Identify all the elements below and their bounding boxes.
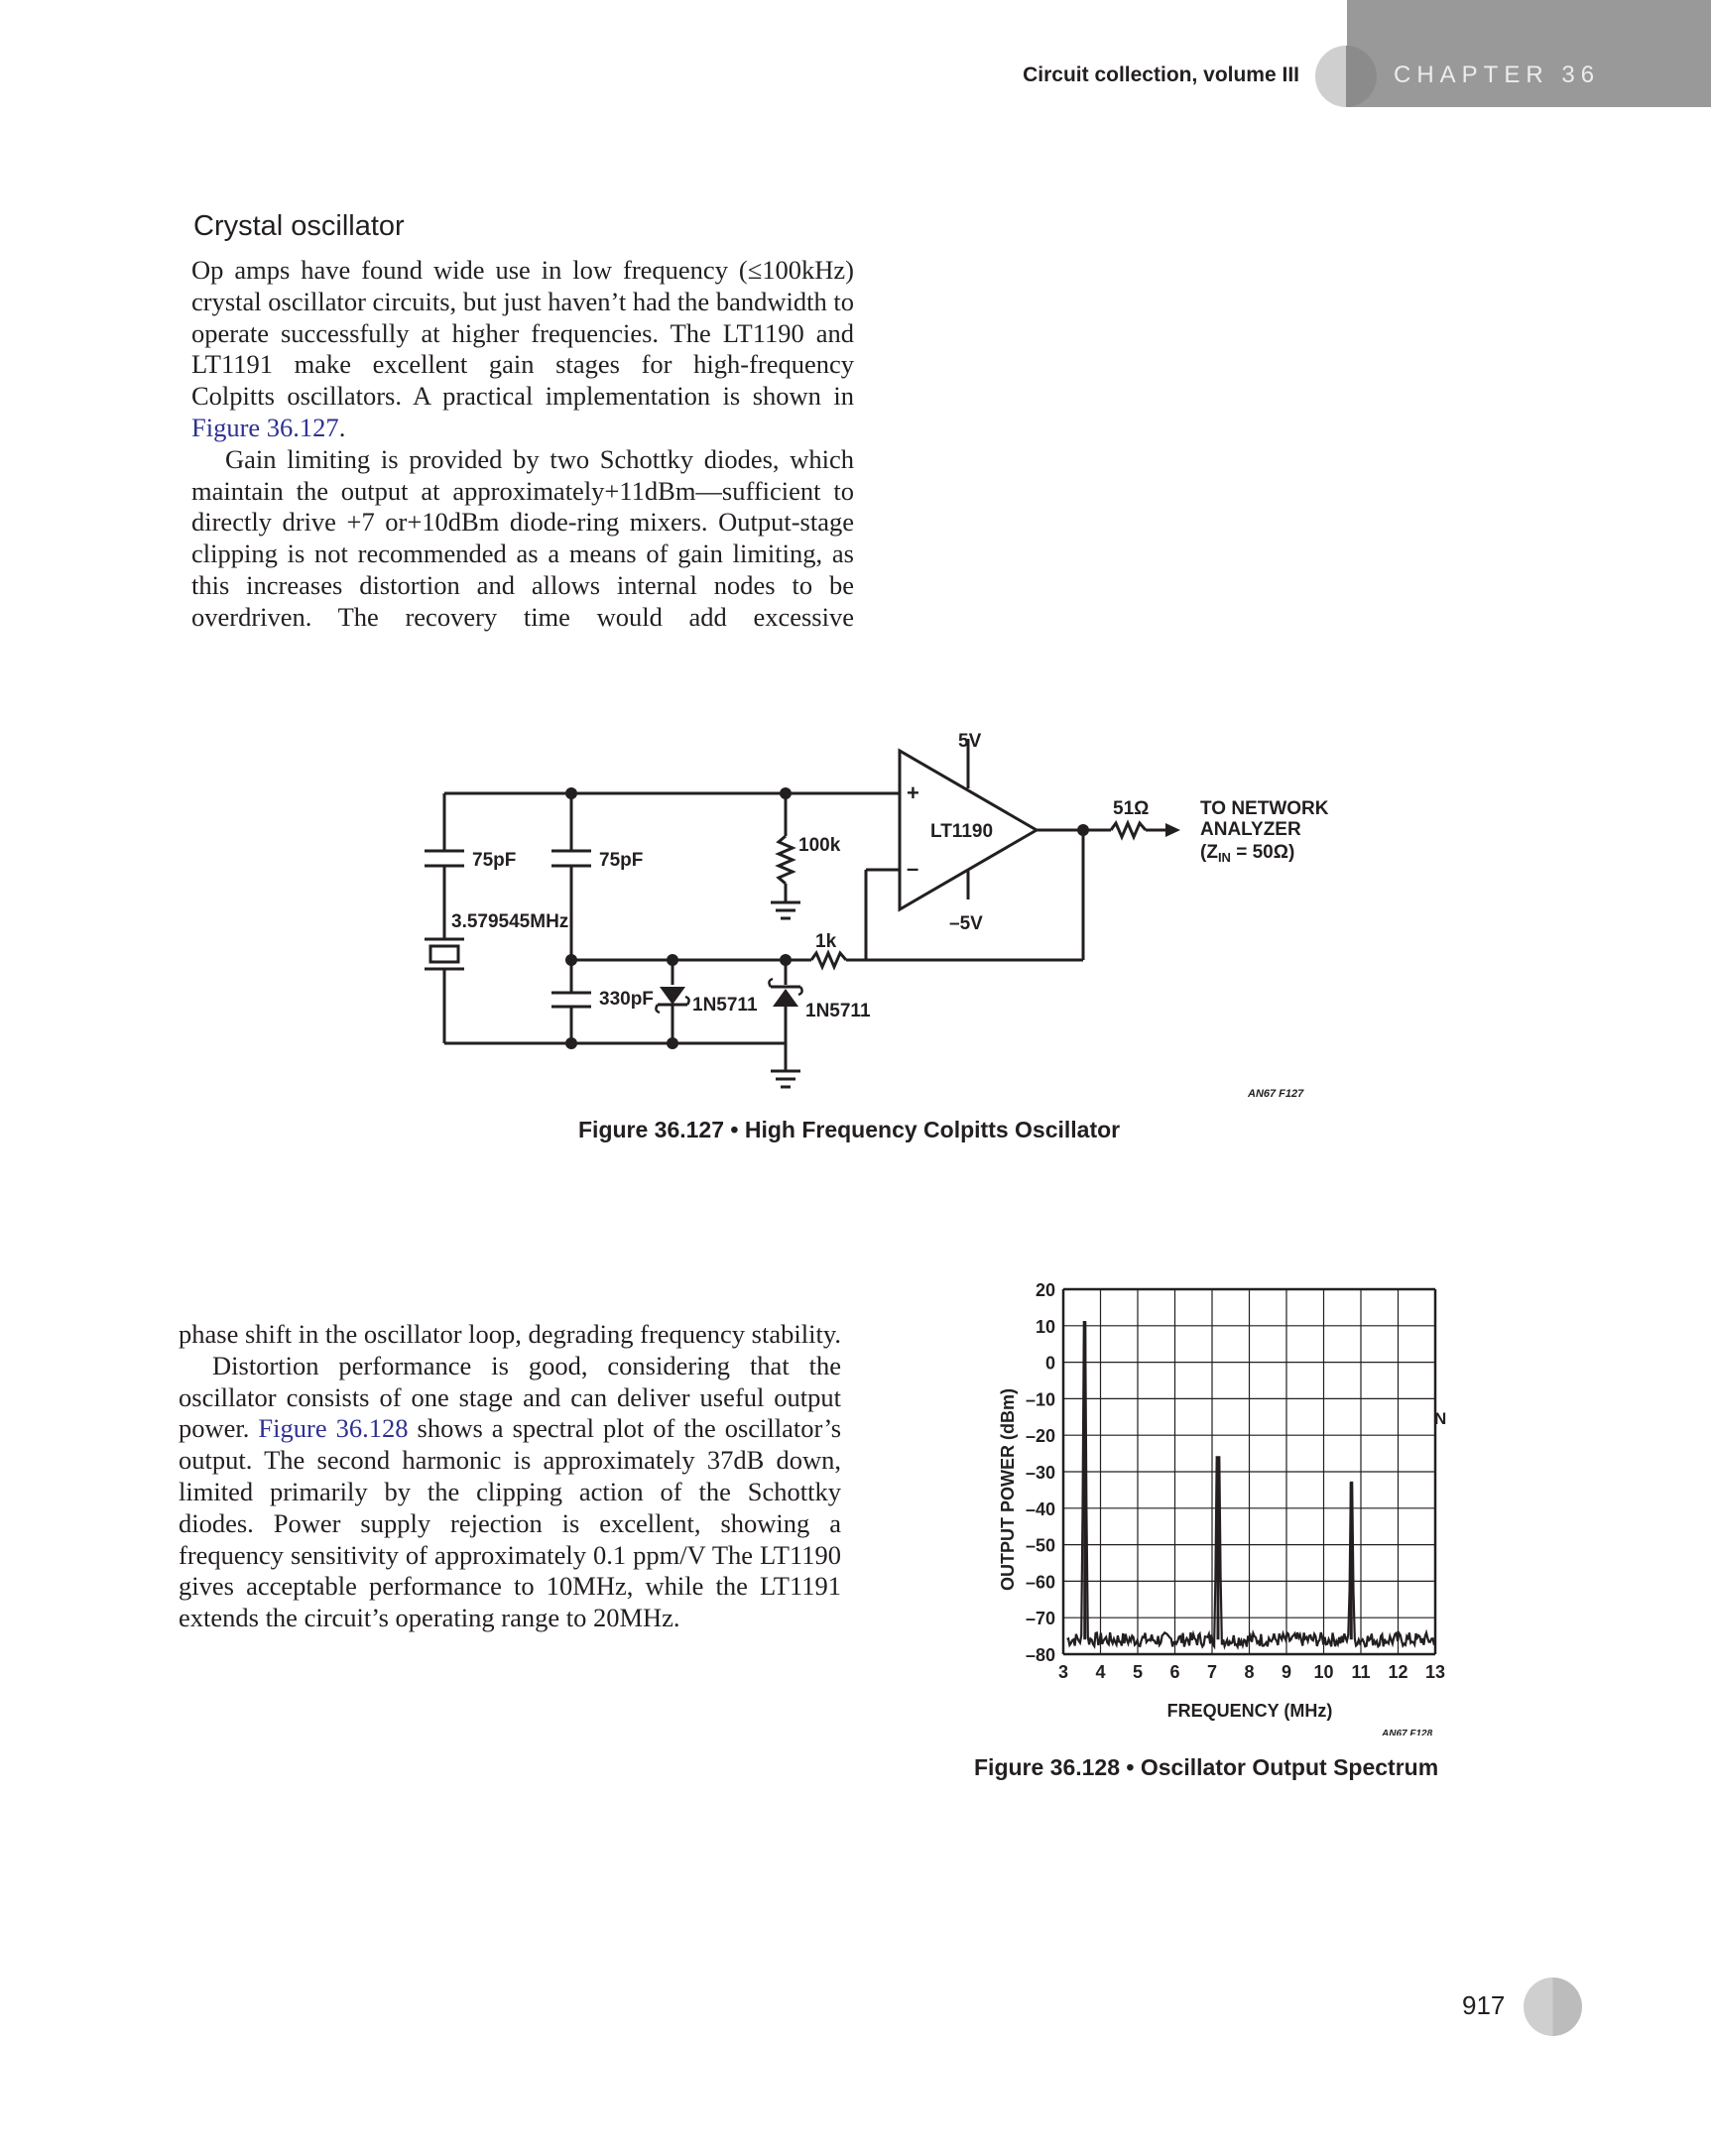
figure1-caption: Figure 36.127 • High Frequency Colpitts Oscillator — [578, 1117, 1121, 1142]
label-cap3: 330pF — [599, 989, 654, 1010]
chapter-tab — [1347, 0, 1711, 107]
label-output-line3: $(Z_{IN} = 50\Omega)$ — [1200, 842, 1295, 865]
label-r-fb: 1k — [815, 931, 837, 952]
body-column-top — [191, 255, 854, 634]
paragraph-text: . — [338, 412, 346, 442]
page-circle-decoration — [1524, 1977, 1582, 2036]
x-tick-label: 8 — [1244, 1662, 1255, 1682]
y-tick-label: 0 — [1044, 1353, 1055, 1374]
label-opamp: LT1190 — [930, 821, 994, 842]
label-r-bias: 100k — [798, 835, 841, 856]
figure1-code: AN67 F127 — [1248, 1088, 1304, 1100]
x-tick-label: 7 — [1206, 1662, 1218, 1682]
x-tick-label: 4 — [1095, 1662, 1106, 1682]
n-marker: N — [1434, 1409, 1447, 1428]
y-axis-label: OUTPUT POWER (dBm) — [998, 1388, 1018, 1591]
spectrum-trace — [1067, 1322, 1434, 1647]
y-tick-label: –40 — [1025, 1498, 1055, 1519]
figure-link-128[interactable]: Figure 36.128 — [258, 1413, 409, 1444]
y-tick-label: –30 — [1025, 1463, 1055, 1483]
chapter-circle-decoration — [1315, 46, 1377, 107]
label-supply-pos: 5V — [958, 731, 982, 752]
y-tick-label: –80 — [1025, 1645, 1055, 1665]
x-tick-label: 10 — [1313, 1662, 1334, 1682]
label-diode2: 1N5711 — [805, 1001, 871, 1021]
paragraph-gain-limiting: Gain limiting is provided by two Schottky diodes, which maintain the output at approximately+11dBm—sufficient to directly drive +7 or+10dBm diode-ring mixers. Output-stage clipping is not recommended as a means of gain limiting, as this increases distortion and allows internal nodes to be overdriven. The recovery time would add excessive — [191, 443, 854, 632]
y-tick-label: –50 — [1025, 1535, 1055, 1556]
x-tick-label: 13 — [1424, 1662, 1446, 1682]
label-crystal: 3.579545MHz — [451, 911, 569, 932]
figure2-caption: Figure 36.128 • Oscillator Output Spectrum — [974, 1754, 1439, 1780]
chart-x-ticks — [1058, 1662, 1445, 1682]
paragraph-intro — [191, 255, 854, 444]
x-tick-label: 12 — [1388, 1662, 1408, 1682]
x-axis-label: FREQUENCY (MHz) — [1166, 1701, 1333, 1721]
paragraph-text: Distortion performance is good, considering that the oscillator consists of one stage and can deliver useful output power. — [179, 1350, 841, 1444]
label-output-line2: ANALYZER — [1200, 819, 1301, 840]
chart-y-ticks — [1026, 1280, 1055, 1665]
label-cap2: 75pF — [599, 850, 644, 871]
label-output-line1: TO NETWORK — [1200, 798, 1329, 819]
figure2-code: AN67 F128 — [1382, 1729, 1433, 1736]
x-tick-label: 9 — [1281, 1662, 1292, 1682]
colpitts-oscillator-schematic — [397, 719, 1329, 1116]
label-diode1: 1N5711 — [692, 995, 758, 1016]
x-tick-label: 5 — [1132, 1662, 1144, 1682]
x-tick-label: 6 — [1169, 1662, 1180, 1682]
oscillator-spectrum-chart — [982, 1259, 1478, 1736]
y-tick-label: –20 — [1025, 1426, 1055, 1447]
section-title: Crystal oscillator — [193, 210, 405, 242]
paragraph-distortion — [179, 1351, 841, 1634]
book-title: Circuit collection, volume III — [1023, 63, 1299, 86]
paragraph-phase-shift: phase shift in the oscillator loop, degrading frequency stability. — [179, 1319, 841, 1349]
figure-link-127[interactable]: Figure 36.127 — [191, 412, 339, 442]
x-tick-label: 11 — [1351, 1662, 1371, 1682]
x-tick-label: 3 — [1057, 1662, 1069, 1682]
y-tick-label: 20 — [1035, 1280, 1055, 1300]
chapter-label: CHAPTER 36 — [1394, 61, 1601, 88]
y-tick-label: 10 — [1035, 1316, 1055, 1337]
page-number: 917 — [1462, 1990, 1506, 2020]
label-supply-neg: –5V — [949, 913, 983, 934]
paragraph-text: Op amps have found wide use in low frequency (≤100kHz) crystal oscillator circuits, but just haven’t had the bandwidth to operate successfully at higher frequencies. The LT1190 and LT1191 make excellent gain stages for high-frequency Colpitts oscillators. A practical implementation is shown in — [191, 255, 854, 412]
chart-grid — [1063, 1289, 1435, 1654]
label-r-out: 51Ω — [1113, 798, 1150, 819]
body-column-bottom — [179, 1319, 841, 1634]
paragraph-text: shows a spectral plot of the oscillator’s output. The second harmonic is approximately 37dB down, limited primarily by the clipping action of the Schottky diodes. Power supply rejection is excellent, showing a frequency sensitivity of approximately 0.1 ppm/V The LT1190 gives acceptable performance to 10MHz, while the LT1191 extends the circuit’s operating range to 20MHz. — [179, 1413, 842, 1633]
label-minus-input: – — [907, 856, 919, 881]
label-plus-input: + — [907, 780, 919, 805]
y-tick-label: –60 — [1025, 1572, 1055, 1593]
y-tick-label: –10 — [1025, 1389, 1055, 1410]
label-cap1: 75pF — [472, 850, 517, 871]
y-tick-label: –70 — [1025, 1609, 1055, 1629]
